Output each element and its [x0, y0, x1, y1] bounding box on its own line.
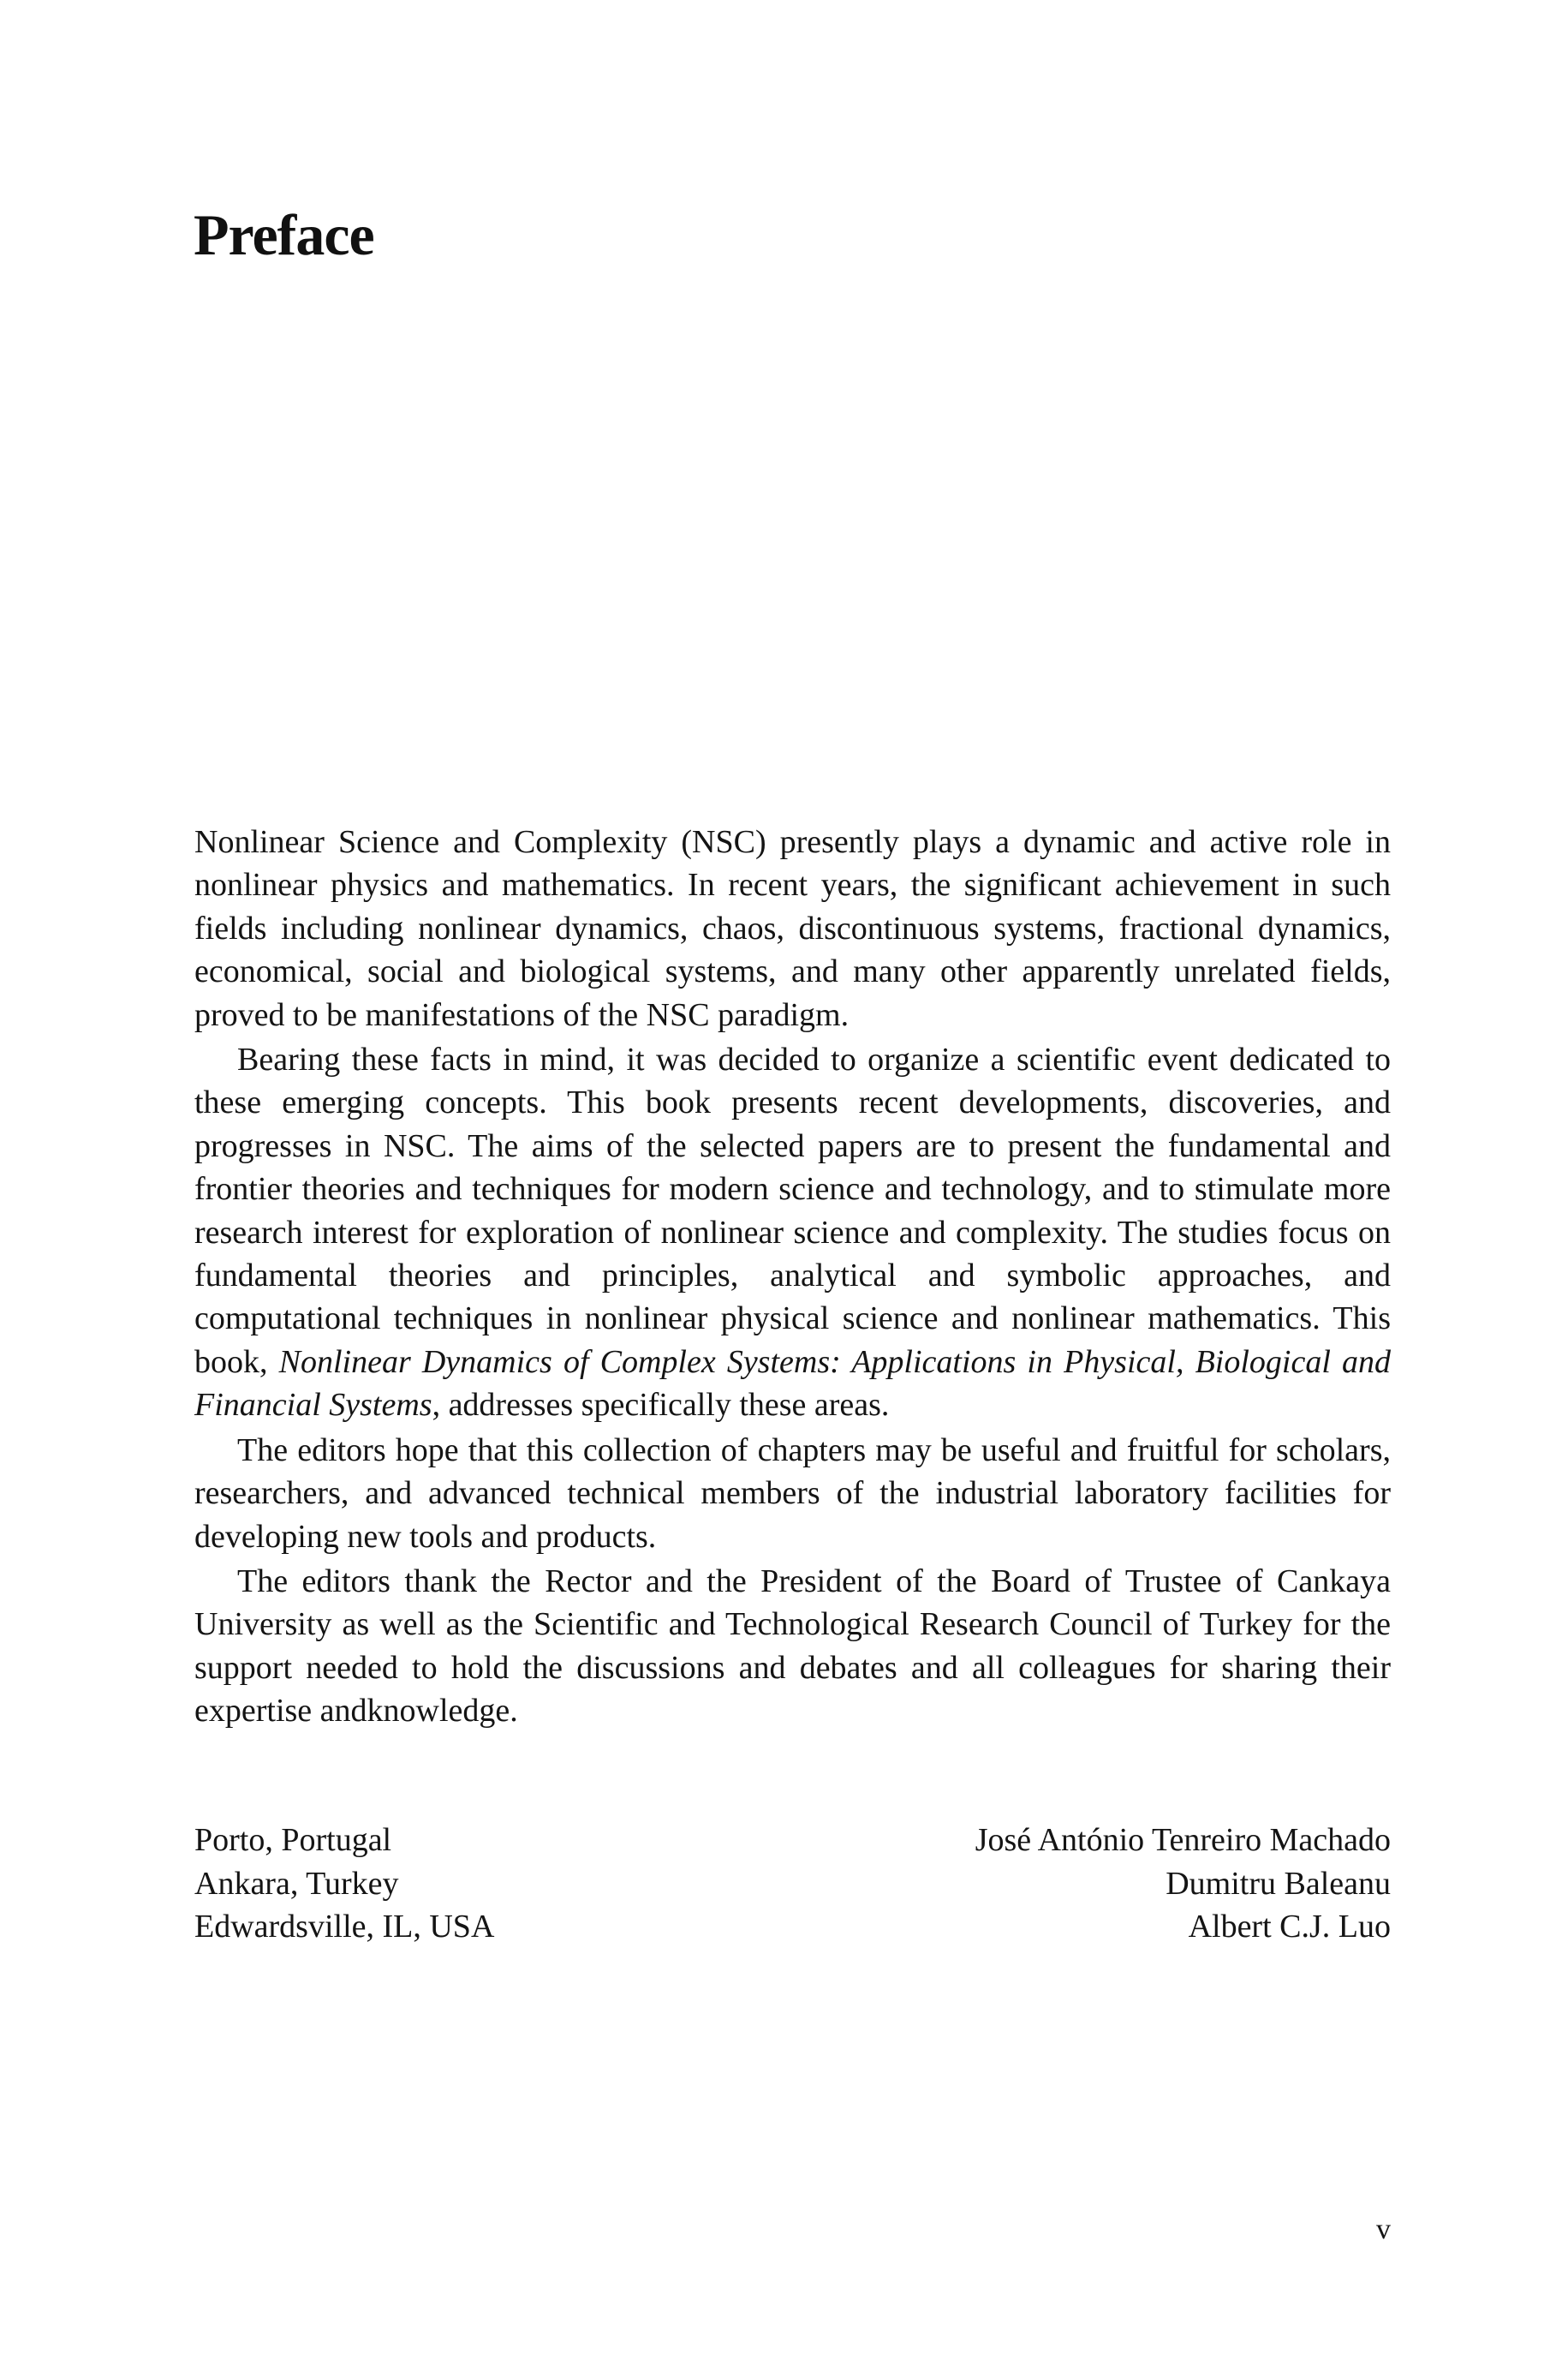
- paragraph-3: The editors hope that this collection of chapters may be useful and fruitful for scholars, researchers, and advanced technical members of the industrial laboratory facilities for developing new tools and products.: [194, 1431, 1391, 1555]
- page-number: v: [1376, 2214, 1391, 2245]
- signature-place: Ankara, Turkey: [194, 1865, 399, 1902]
- signature-block: [194, 1819, 1391, 1949]
- preface-body: [194, 821, 1391, 1735]
- book-title: Nonlinear Dynamics of Complex Systems: Applications in Physical, Biological and Financial Systems: [194, 1343, 1391, 1424]
- signature-name: Albert C.J. Luo: [1188, 1909, 1391, 1945]
- paragraph-2-text-before: Bearing these facts in mind, it was decided to organize a scientific event dedicated to these emerging concepts. This book presents recent developments, discoveries, and progresses in NSC. The aims of the selected papers are to present the fundamental and frontier theories and techniques for modern science and technology, and to stimulate more research interest for exploration of nonlinear science and complexity. The studies focus on fundamental theories and principles, analytical and symbolic approaches, and computational techniques in nonlinear physical science and nonlinear mathematics. This book,: [194, 1042, 1391, 1380]
- signature-name: Dumitru Baleanu: [1166, 1865, 1391, 1902]
- page-title: Preface: [194, 202, 374, 267]
- signature-row: [194, 1862, 1391, 1906]
- paragraph-1: Nonlinear Science and Complexity (NSC) presently plays a dynamic and active role in nonlinear physics and mathematics. In recent years, the significant achievement in such fields including nonlinear dynamics, chaos, discontinuous systems, fractional dynamics, economical, social and biological systems, and many other apparently unrelated fields, proved to be manifestations of the NSC paradigm.: [194, 824, 1391, 1033]
- signature-row: [194, 1819, 1391, 1862]
- signature-row: [194, 1905, 1391, 1949]
- paragraph-2: [194, 1038, 1391, 1427]
- signature-name: José António Tenreiro Machado: [975, 1822, 1391, 1858]
- signature-place: Porto, Portugal: [194, 1822, 392, 1858]
- paragraph-4: The editors thank the Rector and the President of the Board of Trustee of Cankaya University as well as the Scientific and Technological Research Council of Turkey for the support needed to hold the discussions and debates and all colleagues for sharing their expertise andknowledge.: [194, 1562, 1391, 1730]
- signature-place: Edwardsville, IL, USA: [194, 1909, 495, 1945]
- paragraph-2-text-after: , addresses specifically these areas.: [432, 1387, 890, 1424]
